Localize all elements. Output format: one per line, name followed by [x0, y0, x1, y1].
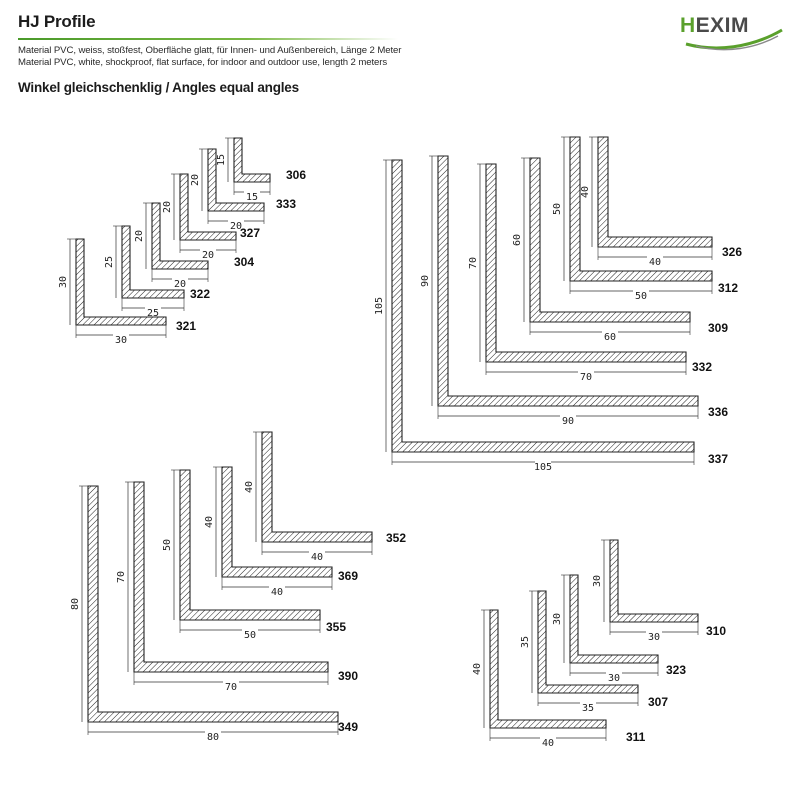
article-number: 332 [692, 360, 713, 374]
article-number: 310 [706, 624, 727, 638]
dimension-label-horizontal: 20 [229, 221, 243, 232]
article-number: 349 [338, 720, 359, 734]
dimension-label-vertical: 50 [552, 202, 563, 216]
article-number: 307 [648, 695, 669, 709]
dimension-label-horizontal: 20 [173, 279, 187, 290]
angle-profile-333 [190, 149, 296, 232]
dimension-label-horizontal: 40 [541, 738, 555, 749]
article-number: 336 [708, 405, 729, 419]
dimension-label-vertical: 40 [580, 185, 591, 199]
dimension-label-horizontal: 105 [533, 462, 553, 473]
article-number: 333 [276, 197, 297, 211]
angle-profile-323 [552, 575, 686, 684]
article-number: 323 [666, 663, 687, 677]
dimension-label-vertical: 40 [244, 480, 255, 494]
dimension-label-horizontal: 70 [224, 682, 238, 693]
profiles-layer [58, 137, 742, 749]
group-small-bottom-right [472, 540, 726, 749]
angle-profile-312 [552, 137, 738, 302]
dimension-label-vertical: 40 [204, 515, 215, 529]
dimension-label-horizontal: 30 [114, 335, 128, 346]
dimension-label-horizontal: 40 [310, 552, 324, 563]
dimension-label-horizontal: 15 [245, 192, 259, 203]
angle-profile-310 [592, 540, 726, 643]
article-number: 304 [234, 255, 255, 269]
dimension-label-horizontal: 25 [146, 308, 160, 319]
article-number: 369 [338, 569, 359, 583]
profile-section [598, 137, 712, 247]
article-number: 327 [240, 226, 261, 240]
dimension-label-horizontal: 50 [243, 630, 257, 641]
dimension-label-vertical: 80 [70, 597, 81, 611]
dimension-label-vertical: 35 [520, 635, 531, 649]
angle-profile-326 [580, 137, 742, 268]
dimension-label-vertical: 70 [468, 256, 479, 270]
article-number: 352 [386, 531, 407, 545]
dimension-label-horizontal: 40 [270, 587, 284, 598]
profile-section [392, 160, 694, 452]
dimension-label-vertical: 105 [374, 296, 385, 316]
logo-accent-letter: H [680, 14, 696, 37]
dimension-label-horizontal: 35 [581, 703, 595, 714]
dimension-label-horizontal: 30 [647, 632, 661, 643]
dimension-label-horizontal: 90 [561, 416, 575, 427]
dimension-label-vertical: 25 [104, 255, 115, 269]
dimension-label-horizontal: 60 [603, 332, 617, 343]
dimension-label-horizontal: 30 [607, 673, 621, 684]
group-medium-bottom-left [70, 432, 406, 743]
angle-profile-309 [512, 158, 728, 343]
group-large-top-right [374, 137, 742, 473]
article-number: 311 [626, 730, 646, 744]
dimension-label-vertical: 90 [420, 274, 431, 288]
dimension-label-vertical: 30 [552, 612, 563, 626]
angle-profile-352 [244, 432, 406, 563]
profile-section [570, 137, 712, 281]
dimension-label-vertical: 30 [58, 275, 69, 289]
profile-section [234, 138, 270, 182]
dimension-label-horizontal: 40 [648, 257, 662, 268]
dimension-label-vertical: 30 [592, 574, 603, 588]
page-title: HJ Profile [18, 12, 96, 31]
profile-section [262, 432, 372, 542]
logo-rest-letters: EXIM [695, 14, 750, 37]
article-number: 321 [176, 319, 197, 333]
profile-section [538, 591, 638, 693]
group-small-top-left [58, 138, 306, 346]
dimension-label-vertical: 15 [216, 153, 227, 167]
dimension-label-horizontal: 70 [579, 372, 593, 383]
article-number: 355 [326, 620, 347, 634]
article-number: 312 [718, 281, 739, 295]
dimension-label-vertical: 70 [116, 570, 127, 584]
article-number: 306 [286, 168, 307, 182]
section-subtitle: Winkel gleichschenklig / Angles equal angles [18, 80, 299, 95]
dimension-label-horizontal: 80 [206, 732, 220, 743]
dimension-label-vertical: 50 [162, 538, 173, 552]
angle-profile-307 [520, 591, 668, 714]
profile-section [610, 540, 698, 622]
material-description-de: Material PVC, weiss, stoßfest, Oberfläche glatt, für Innen- und Außenbereich, Länge 2 Meter [18, 45, 402, 56]
dimension-label-vertical: 40 [472, 662, 483, 676]
article-number: 337 [708, 452, 729, 466]
dimension-label-vertical: 20 [134, 229, 145, 243]
angle-profile-306 [216, 138, 306, 203]
article-number: 322 [190, 287, 211, 301]
dimension-label-horizontal: 20 [201, 250, 215, 261]
dimension-label-vertical: 20 [190, 173, 201, 187]
dimension-label-horizontal: 50 [634, 291, 648, 302]
dimension-label-vertical: 20 [162, 200, 173, 214]
article-number: 390 [338, 669, 359, 683]
article-number: 309 [708, 321, 729, 335]
angle-profile-390 [116, 482, 358, 693]
article-number: 326 [722, 245, 743, 259]
material-description-en: Material PVC, white, shockproof, flat surface, for indoor and outdoor use, length 2 meters [18, 57, 388, 68]
dimension-label-vertical: 60 [512, 233, 523, 247]
